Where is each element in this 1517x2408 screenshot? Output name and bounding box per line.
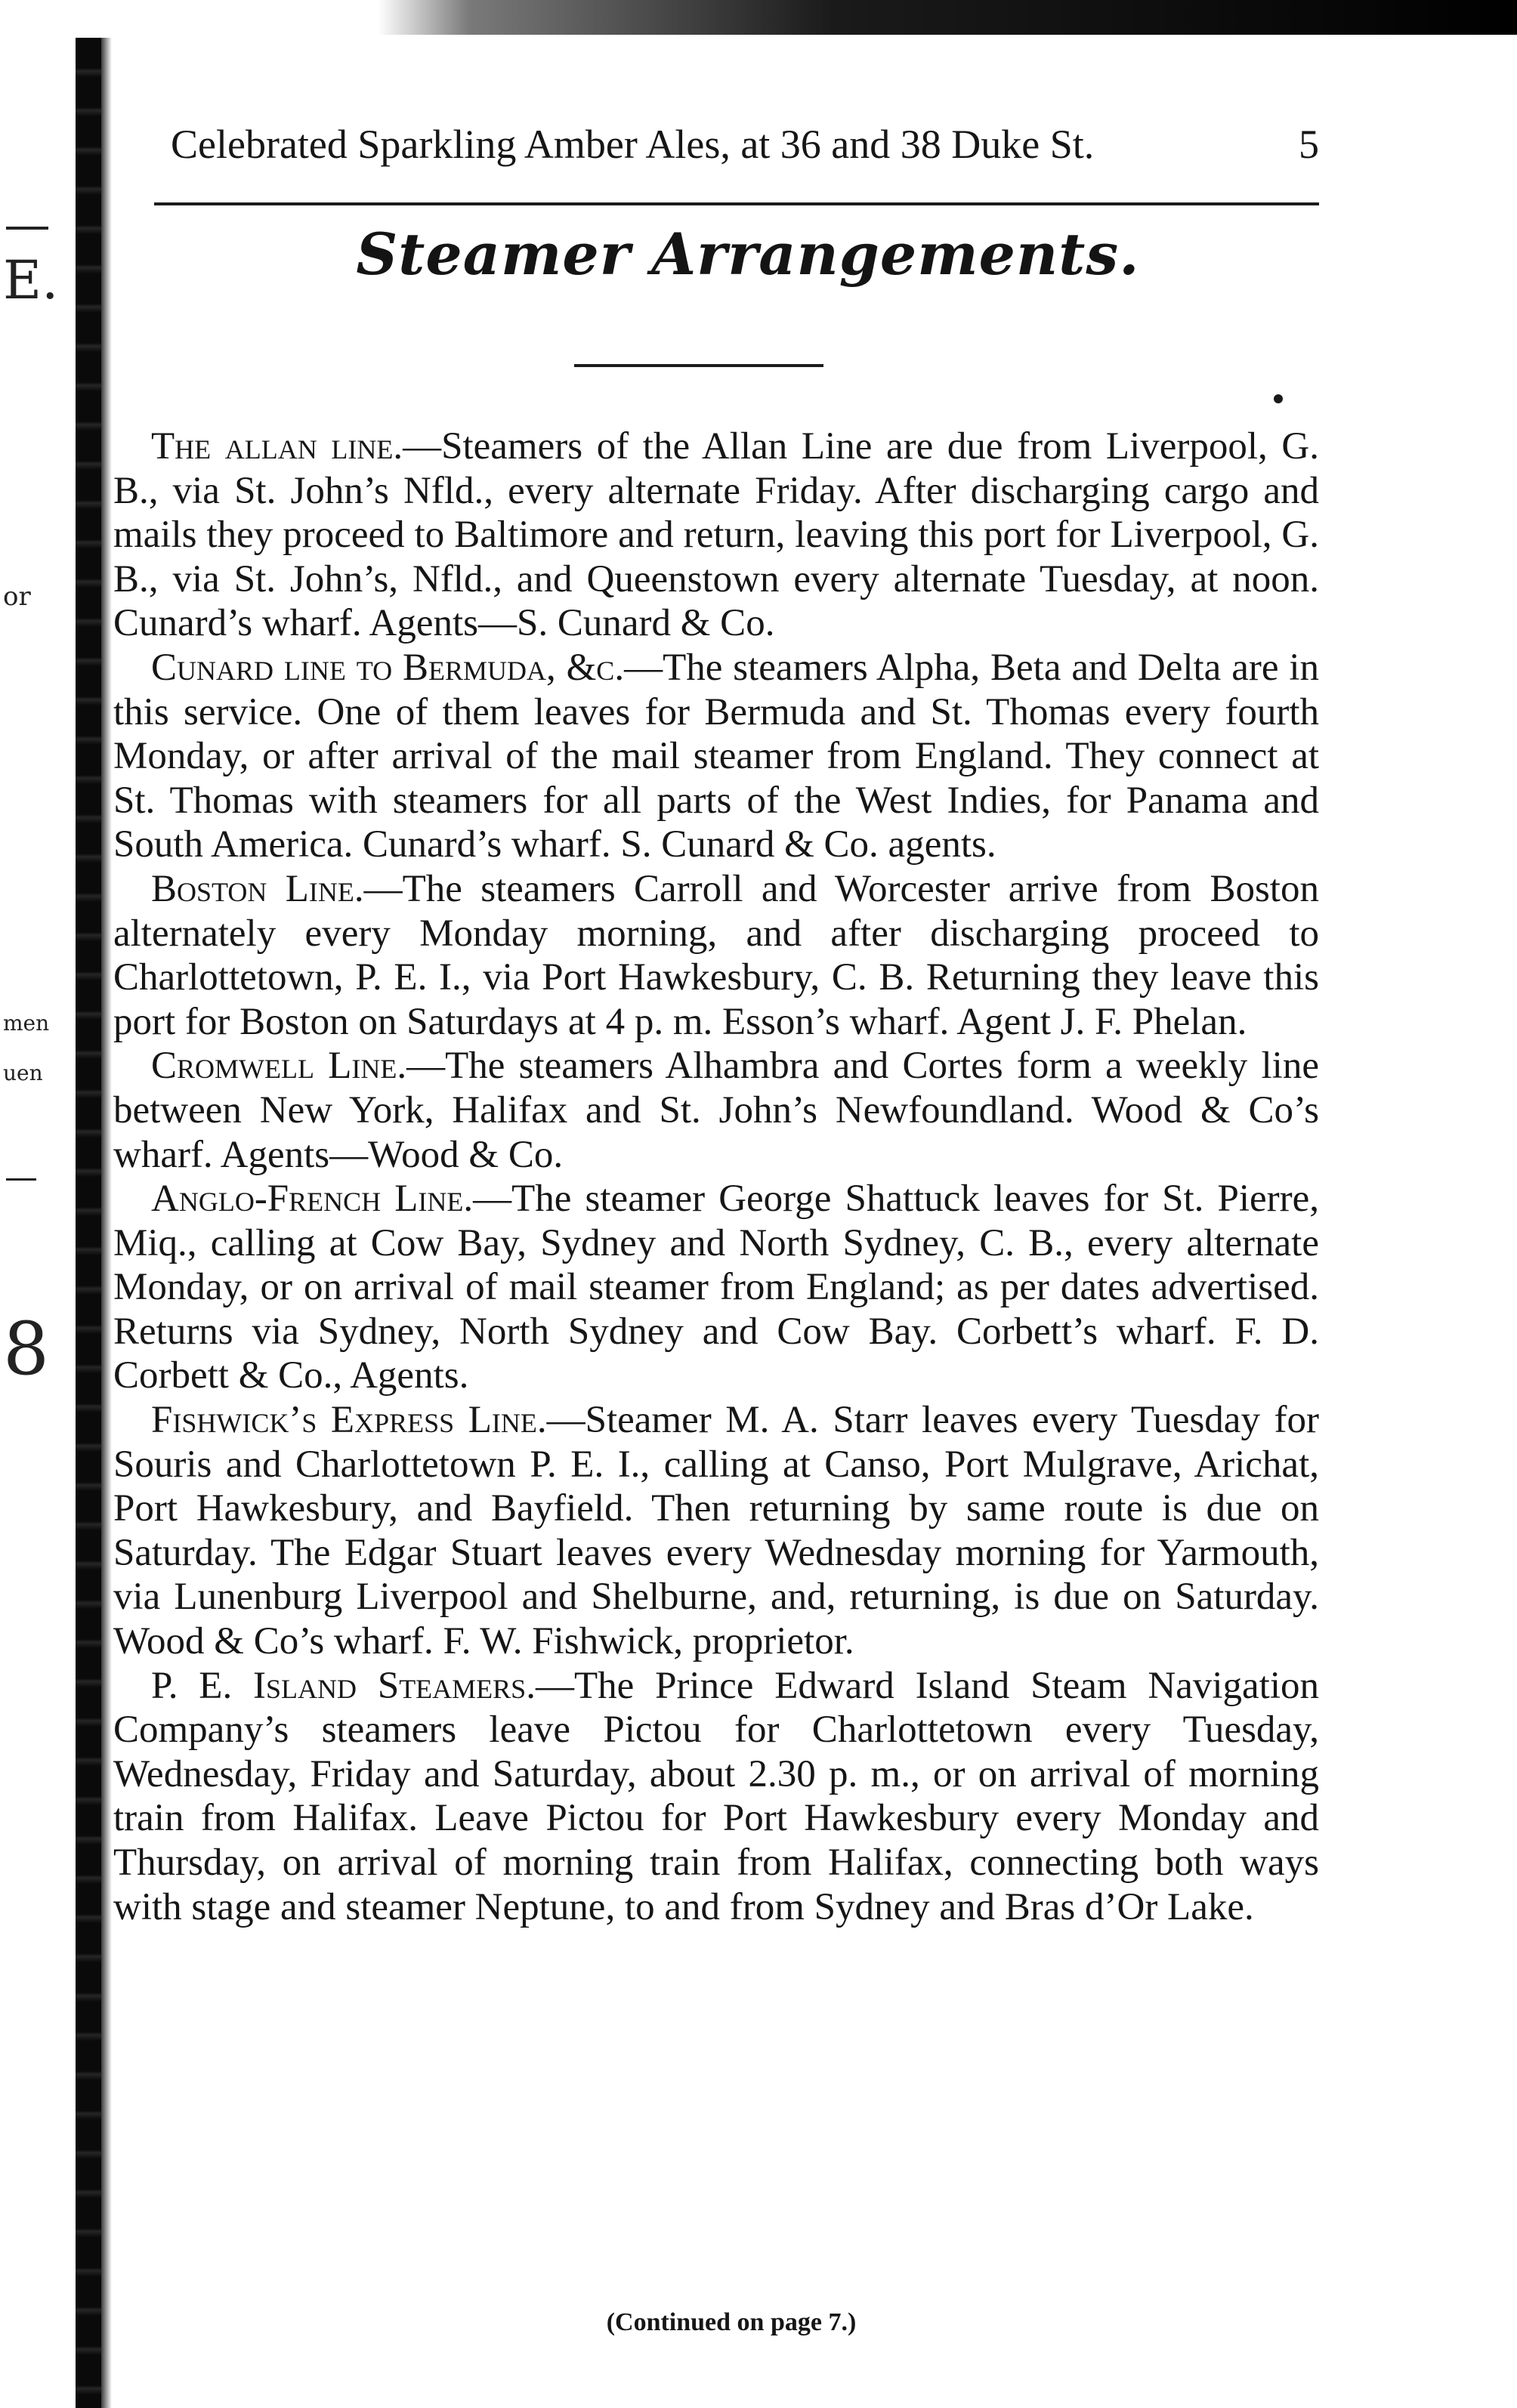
ink-speck [1274, 394, 1283, 403]
continued-note: (Continued on page 7.) [606, 2308, 857, 2336]
entry-text: —The steamers Alhambra and Cortes form a weekly line between New York, Halifax and St. John’s Newfoundland. Wood & Co’s wharf. Agents—Wood & Co. [113, 1045, 1319, 1176]
entry-text: —The steamer George Shattuck leaves for St. Pierre, Miq., calling at Cow Bay, Sydney and North Sydney, C. B., every alternate Monday, or on arrival of mail steamer from England; as per dates advertised. Returns via Sydney, North Sydney and Cow Bay. Corbett’s wharf. F. D. Corbett & Co., Agents. [113, 1178, 1319, 1397]
entry-heading: Anglo-French Line. [151, 1178, 474, 1221]
entry-heading: The allan line. [151, 425, 403, 468]
page-title: Steamer Arrangements. [356, 221, 1140, 288]
title-rule [574, 364, 823, 367]
entry-heading: Cromwell Line. [151, 1045, 407, 1088]
scan-top-edge [378, 0, 1517, 35]
running-head [171, 121, 1319, 181]
binding-gutter [76, 38, 101, 2408]
margin-rule [6, 1178, 36, 1181]
margin-fragment: men [3, 1011, 50, 1036]
header-rule [154, 202, 1319, 205]
entry-boston-line [113, 867, 1319, 1044]
entry-heading: P. E. Island Steamers. [151, 1664, 536, 1707]
entry-text: —Steamers of the Allan Line are due from Liverpool, G. B., via St. John’s Nfld., every alternate Friday. After discharging cargo and mails they proceed to Baltimore and return, leaving this port for Liverpool, G. B., via St. John’s, Nfld., and Queenstown every alternate Tuesday, at noon. Cunard’s wharf. Agents—S. Cunard & Co. [113, 425, 1319, 645]
margin-fragment: 8 [3, 1307, 50, 1391]
entry-text: —The steamers Carroll and Worcester arrive from Boston alternately every Monday morning, and after discharging proceed to Charlottetown, P. E. I., via Port Hawkesbury, C. B. Returning they leave this port for Boston on Saturdays at 4 p. m. Esson’s wharf. Agent J. F. Phelan. [113, 867, 1319, 1043]
entry-heading: Cunard line to Bermuda, &c. [151, 646, 625, 689]
entry-anglo-french-line [113, 1177, 1319, 1398]
entry-pei-steamers [113, 1664, 1319, 1930]
margin-fragment: or [3, 582, 31, 612]
gutter-shadow [101, 38, 112, 2408]
entry-cunard-bermuda [113, 646, 1319, 867]
margin-fragment: uen [3, 1060, 43, 1085]
entry-text: —Steamer M. A. Starr leaves every Tuesday for Souris and Charlottetown P. E. I., calling at Canso, Port Mulgrave, Arichat, Port Hawkesbury, and Bayfield. Then returning by same route is due on Saturday. The Edgar Stuart leaves every Wednesday morning for Yarmouth, via Lunenburg Liverpool and Shelburne, and, returning, is due on Saturday. Wood & Co’s wharf. F. W. Fishwick, proprietor. [113, 1399, 1319, 1663]
entry-heading: Fishwick’s Express Line. [151, 1399, 547, 1442]
facing-page-fragments [0, 0, 76, 2408]
entry-fishwick-express [113, 1398, 1319, 1664]
running-head-text: Celebrated Sparkling Amber Ales, at 36 and 38 Duke St. [171, 122, 1095, 167]
entry-heading: Boston Line. [151, 867, 364, 910]
entry-text: —The steamers Alpha, Beta and Delta are in this service. One of them leaves for Bermuda and St. Thomas every fourth Monday, or after arrival of the mail steamer from England. They connect at St. Thomas with steamers for all parts of the West Indies, for Panama and South America. Cunard’s wharf. S. Cunard & Co. agents. [113, 646, 1320, 866]
entry-cromwell-line [113, 1044, 1319, 1177]
margin-fragment: E. [3, 249, 59, 311]
page-number: 5 [1299, 122, 1319, 167]
schedule-listing [113, 424, 1319, 1929]
entry-text: —The Prince Edward Island Steam Navigation Company’s steamers leave Pictou for Charlottetown every Tuesday, Wednesday, Friday and Saturday, about 2.30 p. m., or on arrival of morning train from Halifax. Leave Pictou for Port Hawkesbury every Monday and Thursday, on arrival of morning train from Halifax, connecting both ways with stage and steamer Neptune, to and from Sydney and Bras d’Or Lake. [113, 1664, 1320, 1928]
entry-allan-line [113, 424, 1319, 646]
